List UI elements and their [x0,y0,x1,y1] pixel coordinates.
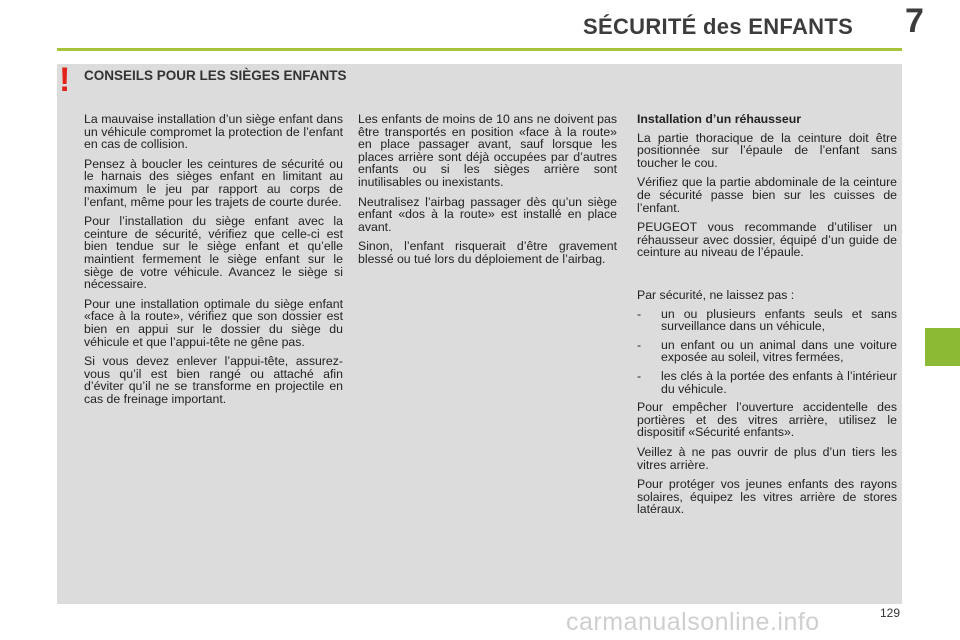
header-divider [57,48,902,51]
watermark: carmanualsonline.info [566,608,820,636]
list-marker: - [637,368,642,383]
list-item [637,308,897,333]
paragraph: Pour protéger vos jeunes enfants des rayons solaires, équipez les vitres arrière de stores latéraux. [637,477,897,517]
paragraph: Vérifiez que la partie abdominale de la ceinture de sécurité passe bien sur les cuisses de l’enfant. [637,175,897,215]
list-marker: - [637,306,642,321]
paragraph: Si vous devez enlever l’appui-tête, assurez-vous qu’il est bien rangé ou attaché afin d’éviter qu’il ne se transforme en projectile en cas de freinage important. [84,354,343,406]
paragraph: Neutralisez l’airbag passager dès qu’un siège enfant «dos à la route» est installé en place avant. [358,194,617,234]
page-title: SÉCURITÉ des ENFANTS [583,14,854,39]
paragraph: Pour empêcher l’ouverture accidentelle des portières et des vitres arrière, utilisez le dispositif «Sécurité enfants». [637,400,897,440]
paragraph: Pour l’installation du siège enfant avec la ceinture de sécurité, vérifiez que celle-ci est bien tendue sur le siège enfant et qu’elle maintient fermement le siège enfant sur le siège de votre véhicule. Avancez le siège si nécessaire. [84,214,343,292]
list-item [637,339,897,364]
list-item [637,370,897,395]
column-3 [637,113,897,266]
paragraph: PEUGEOT vous recommande d’utiliser un réhausseur avec dossier, équipé d’un guide de ceinture au niveau de l’épaule. [637,220,897,260]
chapter-number: 7 [905,2,924,40]
column-1 [84,113,343,412]
list-item-text: un ou plusieurs enfants seuls et sans surveillance dans un véhicule, [661,306,897,334]
column-2 [358,113,617,273]
page-number: 129 [880,606,901,620]
paragraph: Les enfants de moins de 10 ans ne doivent pas être transportés en position «face à la route» en place passager avant, sauf lorsque les places arrière sont déjà occupées par d’autres enfants ou si les sièges arrière sont inutilisables ou inexistants. [358,112,617,189]
paragraph: La partie thoracique de la ceinture doit être positionnée sur l’épaule de l’enfant sans toucher le cou. [637,130,897,170]
paragraph: Veillez à ne pas ouvrir de plus d’un tiers les vitres arrière. [637,444,897,472]
list-item-text: un enfant ou un animal dans une voiture exposée au soleil, vitres fermées, [661,337,897,365]
paragraph: Pensez à boucler les ceintures de sécurité ou le harnais des sièges enfant en limitant au maximum le jeu par rapport au corps de l’enfant, même pour les trajets de courte durée. [84,156,343,209]
paragraph: Pour une installation optimale du siège enfant «face à la route», vérifiez que son dossier est bien en appui sur le dossier du siège du véhicule et que l’appui-tête ne gêne pas. [84,296,343,349]
warning-icon: ! [59,61,71,99]
paragraph: Sinon, l’enfant risquerait d’être gravement blessé ou tué lors du déploiement de l’airbag. [358,239,617,266]
paragraph: La mauvaise installation d’un siège enfant dans un véhicule compromet la protection de l’enfant en cas de collision. [84,112,343,152]
chapter-tab-marker [925,328,960,366]
subsection-heading: Installation d’un réhausseur [637,112,801,126]
list-item-text: les clés à la portée des enfants à l’intérieur du véhicule. [661,368,897,396]
list-marker: - [637,337,642,352]
section-title: CONSEILS POUR LES SIÈGES ENFANTS [84,68,347,83]
list-intro: Par sécurité, ne laissez pas : [637,288,795,302]
safety-list [637,308,897,396]
column-4 [637,289,897,523]
